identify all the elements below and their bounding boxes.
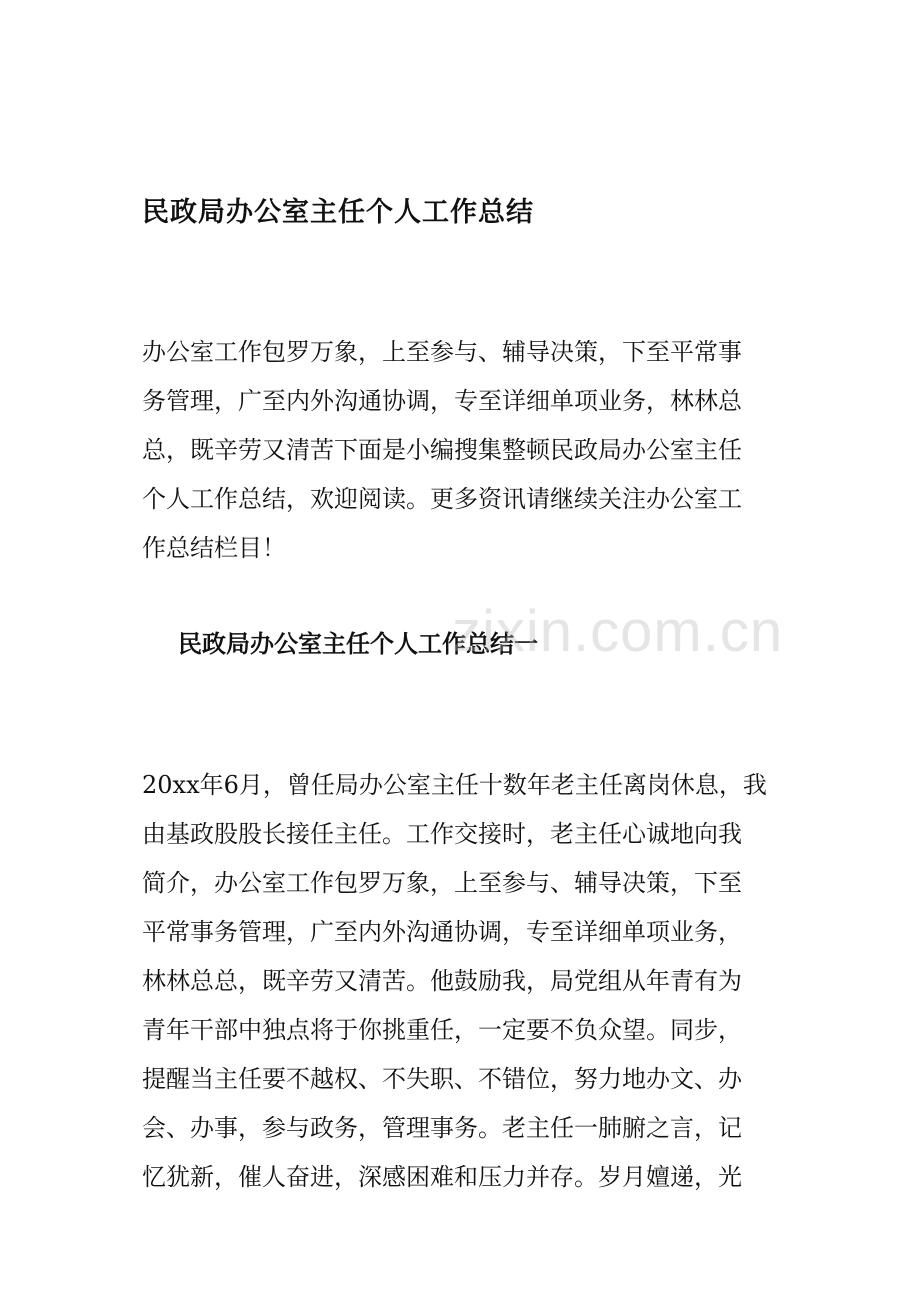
intro-line: 作总结栏目！ bbox=[142, 534, 286, 562]
body-line: 由基政股股长接任主任。工作交接时，老主任心诚地向我 bbox=[142, 820, 742, 848]
body-line: 林林总总，既辛劳又清苦。他鼓励我，局党组从年青有为 bbox=[142, 967, 742, 995]
intro-paragraph bbox=[142, 328, 782, 573]
body-line: 提醒当主任要不越权、不失职、不错位，努力地办文、办 bbox=[142, 1065, 742, 1093]
body-line: 平常事务管理，广至内外沟通协调，专至详细单项业务， bbox=[142, 918, 742, 946]
intro-line: 办公室工作包罗万象，上至参与、辅导决策，下至平常事 bbox=[142, 338, 742, 366]
body-line: 简介，办公室工作包罗万象，上至参与、辅导决策，下至 bbox=[142, 869, 742, 897]
body-line: 20xx年6月，曾任局办公室主任十数年老主任离岗休息，我 bbox=[142, 771, 767, 799]
body-paragraph bbox=[142, 761, 782, 1202]
section-heading: 民政局办公室主任个人工作总结一 bbox=[178, 629, 538, 658]
body-line: 忆犹新，催人奋进，深感困难和压力并存。岁月嬗递，光 bbox=[142, 1163, 742, 1191]
watermark-text: zixin.com.cn bbox=[452, 599, 784, 664]
body-line: 青年干部中独点将于你挑重任，一定要不负众望。同步， bbox=[142, 1016, 742, 1044]
intro-line: 个人工作总结，欢迎阅读。更多资讯请继续关注办公室工 bbox=[142, 485, 742, 513]
intro-line: 务管理，广至内外沟通协调，专至详细单项业务，林林总 bbox=[142, 387, 742, 415]
document-title: 民政局办公室主任个人工作总结 bbox=[142, 197, 534, 228]
body-line: 会、办事，参与政务，管理事务。老主任一肺腑之言，记 bbox=[142, 1114, 742, 1142]
intro-line: 总，既辛劳又清苦下面是小编搜集整顿民政局办公室主任 bbox=[142, 436, 742, 464]
